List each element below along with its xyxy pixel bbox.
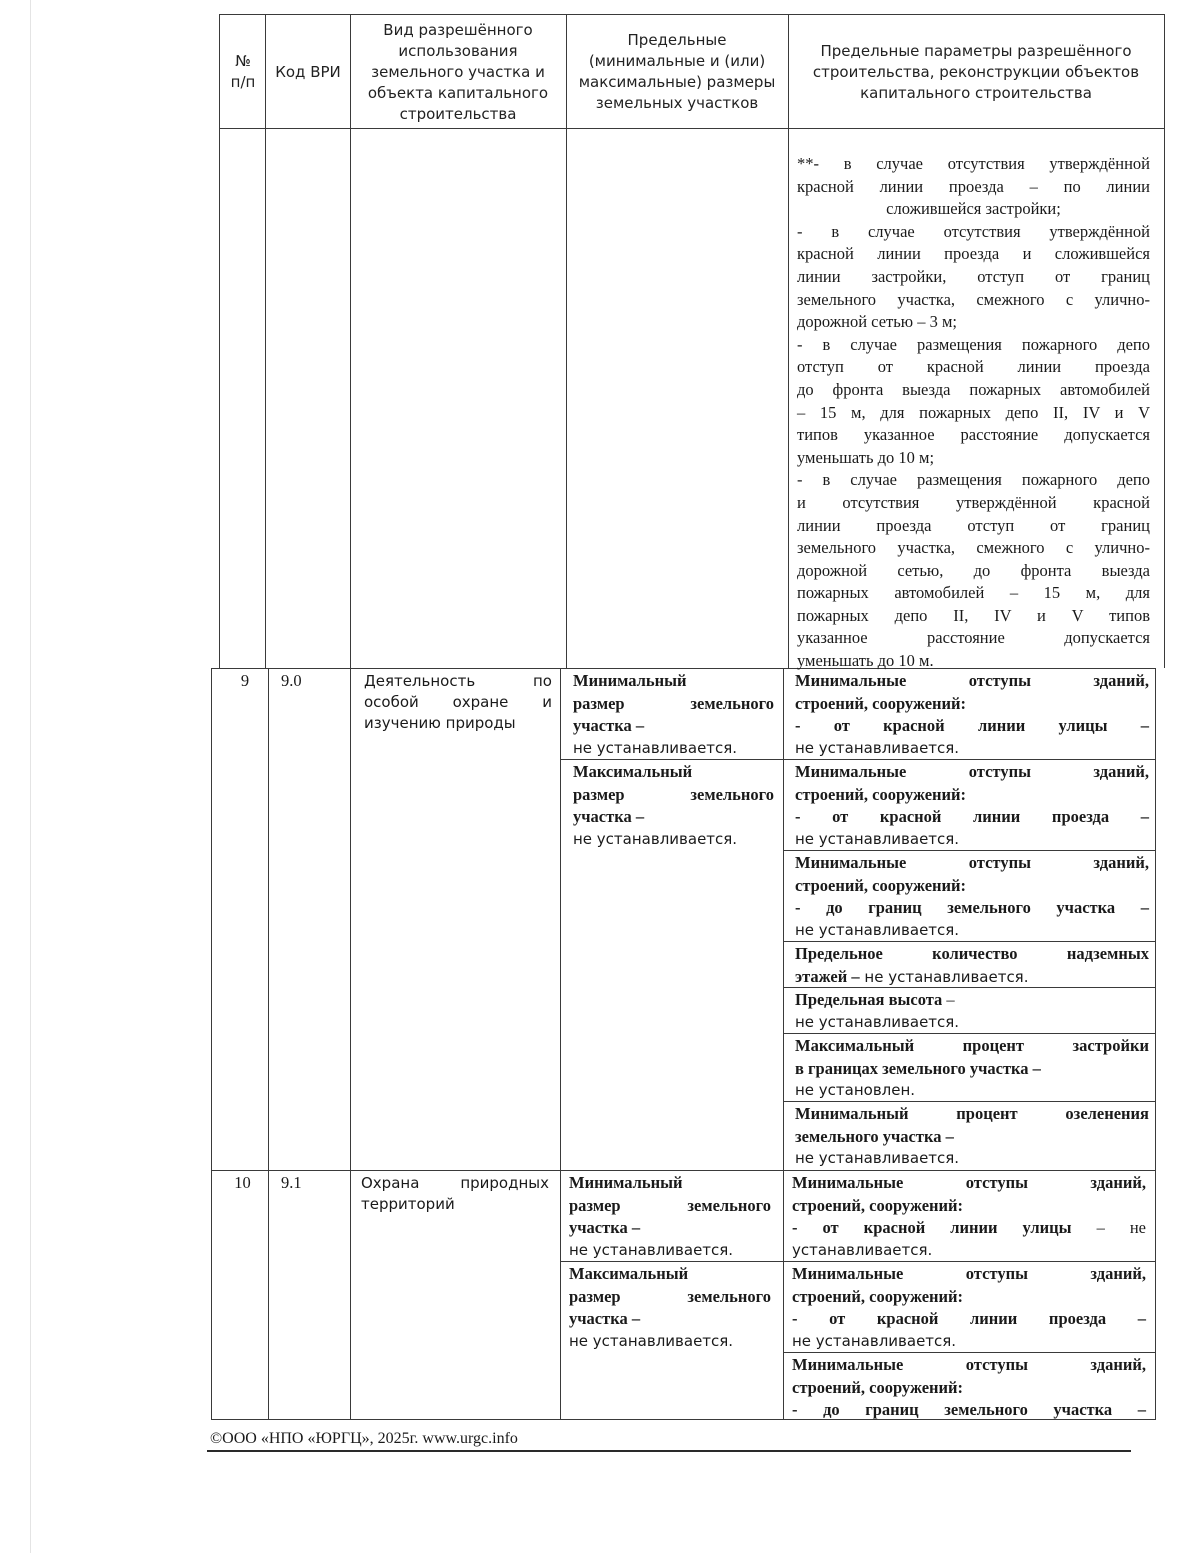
text-line: - в случае отсутствия утверждённой xyxy=(797,221,1150,241)
header-num: № п/п xyxy=(230,52,256,91)
text-line xyxy=(792,1286,1146,1309)
bold-label: Минимальные отступы зданий, xyxy=(795,762,1149,781)
text-line xyxy=(795,966,1149,989)
bold-label: - от красной линии проезда – xyxy=(792,1309,1146,1329)
row10-min-size xyxy=(569,1172,771,1261)
text-line: линии застройки, отступ от границ xyxy=(797,266,1150,286)
bold-label: строений, сооружений: xyxy=(795,693,967,713)
bold-label: Минимальный xyxy=(573,671,687,690)
text-line: отступ от красной линии проезда xyxy=(797,357,1150,377)
text-line: **- в случае отсутствия утверждённой xyxy=(797,154,1150,173)
row9-param-2 xyxy=(795,761,1149,850)
text-line xyxy=(792,1308,1146,1331)
text-line: - в случае размещения пожарного депо xyxy=(797,334,1150,354)
text-line xyxy=(792,1195,1146,1218)
text-line: пожарных депо II, IV и V типов xyxy=(797,605,1150,625)
bold-label: этажей – xyxy=(795,966,860,986)
footer-rule xyxy=(207,1450,1131,1452)
bold-label: Минимальные отступы зданий, xyxy=(795,853,1149,872)
col-line xyxy=(560,668,561,1420)
value-text: устанавливается. xyxy=(792,1240,933,1259)
text-line xyxy=(792,1217,1146,1240)
scan-edge xyxy=(30,0,31,1553)
bold-label: строений, сооружений: xyxy=(795,875,967,895)
row9-param-3 xyxy=(795,852,1149,941)
value-text: не устанавливается. xyxy=(795,1149,960,1168)
row9-code: 9.0 xyxy=(281,671,302,690)
bold-label: в границах земельного участка – xyxy=(795,1058,1041,1078)
header-use: Вид разрешённого использования земельного участка и объекта капитального строительства xyxy=(367,20,549,123)
text-line xyxy=(573,670,774,693)
text-line: - в случае размещения пожарного депо xyxy=(797,470,1150,490)
row9-use xyxy=(364,671,552,734)
text-line xyxy=(573,761,774,784)
bold-label: земельного участка – xyxy=(795,1126,954,1146)
header-divider xyxy=(219,128,1165,129)
text-line: Деятельность по xyxy=(364,672,552,690)
text-line xyxy=(573,693,774,716)
row10-max-size xyxy=(569,1263,771,1352)
text-line: и отсутствия утверждённой красной xyxy=(797,492,1150,512)
dash: – xyxy=(942,990,955,1009)
row9-param-7 xyxy=(795,1103,1149,1169)
bold-label: размер земельного xyxy=(573,693,774,713)
value-text: не устанавливается. xyxy=(569,1240,734,1259)
bold-label: - от красной линии проезда – xyxy=(795,807,1149,827)
row9-param-4 xyxy=(795,943,1149,988)
text-line xyxy=(569,1195,771,1218)
row9-param-5 xyxy=(795,989,1149,1033)
text-line xyxy=(569,1286,771,1309)
text-line: пожарных автомобилей – 15 м, для xyxy=(797,583,1150,603)
header-code: Код ВРИ xyxy=(275,62,341,81)
col-line xyxy=(788,14,789,668)
continued-params-text xyxy=(797,153,1150,673)
text-line xyxy=(795,715,1149,738)
value-text: не устанавливается. xyxy=(795,920,960,939)
text-line: изучению природы xyxy=(364,714,516,732)
text-line xyxy=(792,1263,1146,1286)
text-line: – 15 м, для пожарных депо II, IV и V xyxy=(797,402,1150,422)
text-line: уменьшать до 10 м; xyxy=(797,447,935,467)
col-line xyxy=(783,668,784,1420)
row-divider xyxy=(211,1170,1156,1171)
cell-divider xyxy=(783,1352,1156,1353)
text-line: до фронта выезда пожарных автомобилей xyxy=(797,379,1150,399)
row9-param-1 xyxy=(795,670,1149,759)
value-text: не устанавливается. xyxy=(792,1331,957,1350)
bold-label: размер земельного xyxy=(569,1286,771,1306)
bold-label: Максимальный xyxy=(573,762,693,781)
row9-max-size xyxy=(573,761,774,850)
text-line xyxy=(569,1263,771,1286)
row9-param-6 xyxy=(795,1035,1149,1101)
text-line xyxy=(795,670,1149,693)
row9-num: 9 xyxy=(240,671,250,690)
text-line xyxy=(795,806,1149,829)
bold-label: строений, сооружений: xyxy=(792,1286,964,1306)
text-line xyxy=(795,1058,1149,1081)
text-line xyxy=(795,784,1149,807)
bold-label: Максимальный процент застройки xyxy=(795,1036,1149,1055)
value-text: не устанавливается. xyxy=(795,738,960,757)
footer-copyright: ©ООО «НПО «ЮРГЦ», 2025г. www.urgc.info xyxy=(210,1430,518,1447)
bold-label: - до границ земельного участка – xyxy=(792,1400,1146,1420)
value-text: не устанавливается. xyxy=(573,738,738,757)
cell-divider xyxy=(783,941,1156,942)
text-line: дорожной сетью – 3 м; xyxy=(797,312,957,332)
bold-label: Предельное количество надземных xyxy=(795,944,1149,963)
text-line: сложившейся застройки; xyxy=(886,199,1061,219)
bold-label: - от красной линии улицы xyxy=(792,1218,1072,1238)
col-line xyxy=(268,668,269,1420)
col-line xyxy=(265,14,266,668)
text-line xyxy=(795,989,1149,1012)
cell-divider xyxy=(560,1261,1156,1262)
row9-min-size xyxy=(573,670,774,759)
text-line: земельного участка, смежного с улично- xyxy=(797,538,1150,558)
row10-num: 10 xyxy=(234,1173,251,1192)
bold-label: - до границ земельного участка – xyxy=(795,898,1149,918)
text-line xyxy=(795,852,1149,875)
header-params: Предельные параметры разрешённого строительства, реконструкции объектов капитального строительства xyxy=(812,41,1140,102)
bold-label: - от красной линии улицы – xyxy=(795,716,1149,736)
cell-divider xyxy=(560,759,1156,760)
value-text: не устанавливается. xyxy=(569,1331,734,1350)
text-line: типов указанное расстояние допускается xyxy=(797,425,1150,445)
value-text: не установлен. xyxy=(795,1081,916,1100)
row10-param-3 xyxy=(792,1354,1146,1422)
text-line xyxy=(569,1308,771,1331)
bold-label: Минимальный процент озеленения xyxy=(795,1104,1149,1123)
text-line xyxy=(795,693,1149,716)
text-line: Охрана природных xyxy=(361,1174,549,1192)
bold-label: Предельная высота xyxy=(795,990,943,1009)
row10-use xyxy=(361,1173,549,1215)
text-line: дорожной сетью, до фронта выезда xyxy=(797,560,1150,580)
cell-divider xyxy=(783,1033,1156,1034)
bold-label: строений, сооружений: xyxy=(792,1195,964,1215)
row10-code: 9.1 xyxy=(281,1173,302,1192)
text-line xyxy=(795,1126,1149,1149)
text-line xyxy=(569,1172,771,1195)
text-line xyxy=(792,1377,1146,1400)
text-line: указанное расстояние допускается xyxy=(797,628,1150,648)
text-line: линии проезда отступ от границ xyxy=(797,515,1150,535)
value-text: не устанавливается. xyxy=(859,967,1029,986)
cell-divider xyxy=(783,850,1156,851)
text-line xyxy=(573,806,774,829)
bold-label: размер земельного xyxy=(569,1195,771,1215)
bold-label: Минимальный xyxy=(569,1173,683,1192)
text-line: земельного участка, смежного с улично- xyxy=(797,289,1150,309)
value-text: не устанавливается. xyxy=(795,1012,960,1031)
text-line xyxy=(792,1399,1146,1422)
text-line xyxy=(569,1217,771,1240)
value-text: не устанавливается. xyxy=(573,829,738,848)
bold-label: Минимальные отступы зданий, xyxy=(792,1264,1146,1283)
text-line: красной линии проезда – по линии xyxy=(797,176,1150,196)
text-line xyxy=(795,897,1149,920)
bold-label: участка – xyxy=(569,1309,641,1329)
text-line xyxy=(795,761,1149,784)
text-line xyxy=(573,715,774,738)
text-line: уменьшать до 10 м. xyxy=(797,651,934,671)
col-line xyxy=(350,14,351,668)
bold-label: Минимальные отступы зданий, xyxy=(792,1173,1146,1192)
bold-label: размер земельного xyxy=(573,784,774,804)
bold-label: участка – xyxy=(569,1218,641,1238)
header-sizes: Предельные (минимальные и (или) максимальные) размеры земельных участков xyxy=(578,31,776,112)
row10-param-2 xyxy=(792,1263,1146,1352)
bold-label: Максимальный xyxy=(569,1264,689,1283)
text-line xyxy=(792,1354,1146,1377)
bold-label: строений, сооружений: xyxy=(792,1377,964,1397)
text-line xyxy=(795,943,1149,966)
value-text: – не xyxy=(1071,1218,1147,1238)
text-line: особой охране и xyxy=(364,693,552,711)
col-line xyxy=(350,668,351,1420)
bold-label: строений, сооружений: xyxy=(795,784,967,804)
bold-label: Минимальные отступы зданий, xyxy=(792,1355,1146,1374)
text-line xyxy=(792,1172,1146,1195)
text-line xyxy=(573,784,774,807)
row10-param-1 xyxy=(792,1172,1146,1261)
text-line: красной линии проезда и сложившейся xyxy=(797,244,1150,264)
bold-label: участка – xyxy=(573,807,645,827)
value-text: не устанавливается. xyxy=(795,829,960,848)
col-line xyxy=(566,14,567,668)
bold-label: участка – xyxy=(573,716,645,736)
bold-label: Минимальные отступы зданий, xyxy=(795,671,1149,690)
text-line xyxy=(795,1103,1149,1126)
text-line xyxy=(795,875,1149,898)
text-line xyxy=(795,1035,1149,1058)
text-line: территорий xyxy=(361,1195,455,1213)
